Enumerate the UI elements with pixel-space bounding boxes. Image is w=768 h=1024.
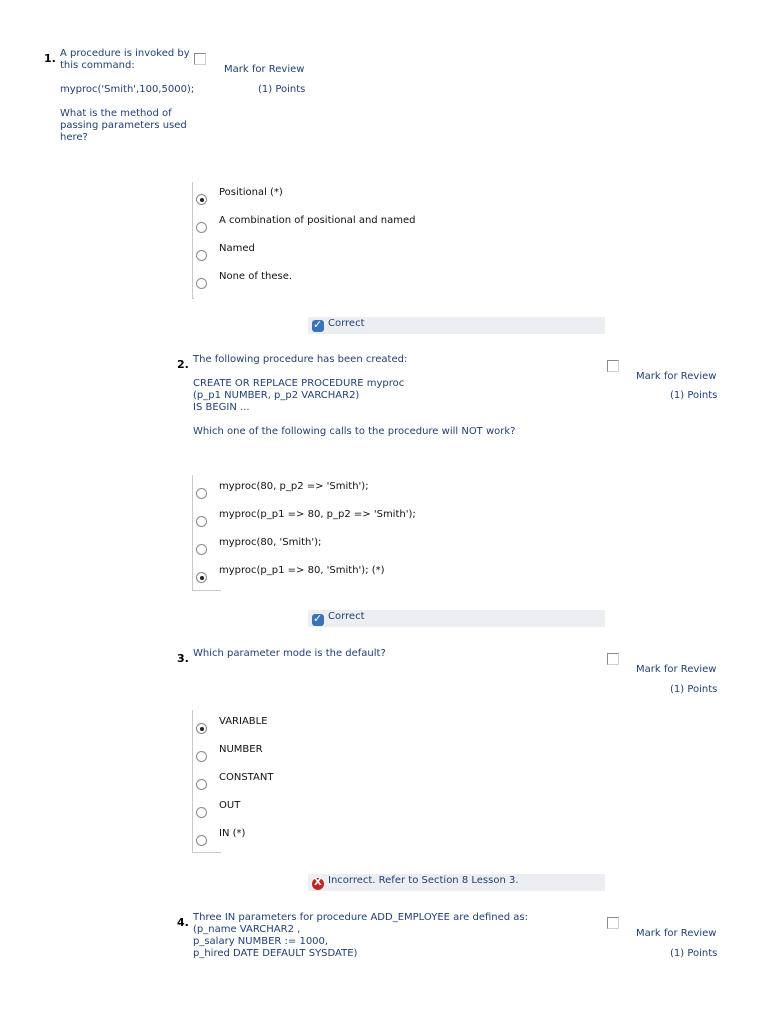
radio-button[interactable] (196, 723, 207, 734)
radio-button[interactable] (196, 194, 207, 205)
incorrect-x-icon (312, 878, 324, 890)
radio-button[interactable] (196, 488, 207, 499)
option-label: NUMBER (219, 744, 263, 755)
question-number: 3. (177, 652, 189, 665)
mark-for-review-label: Mark for Review (224, 64, 305, 75)
radio-button[interactable] (196, 572, 207, 583)
radio-button[interactable] (196, 278, 207, 289)
correct-check-icon (312, 614, 324, 626)
option-label: None of these. (219, 271, 293, 282)
result-status-text: Incorrect. Refer to Section 8 Lesson 3. (328, 875, 519, 886)
option-label: Positional (*) (219, 187, 283, 198)
result-status-text: Correct (328, 611, 365, 622)
mark-for-review-label: Mark for Review (636, 928, 717, 939)
correct-check-icon (312, 320, 324, 332)
mark-for-review-checkbox[interactable] (607, 360, 619, 372)
points-label: (1) Points (670, 390, 718, 401)
option-label: myproc(80, 'Smith'); (219, 537, 322, 548)
mark-for-review-label: Mark for Review (636, 664, 717, 675)
radio-button[interactable] (196, 835, 207, 846)
result-status-bar (308, 874, 605, 891)
radio-button[interactable] (196, 516, 207, 527)
radio-button[interactable] (196, 779, 207, 790)
question-number: 2. (177, 358, 189, 371)
radio-button[interactable] (196, 250, 207, 261)
option-label: CONSTANT (219, 772, 274, 783)
option-label: Named (219, 243, 255, 254)
result-status-bar (308, 610, 605, 627)
points-label: (1) Points (670, 684, 718, 695)
mark-for-review-label: Mark for Review (636, 371, 717, 382)
points-label: (1) Points (258, 84, 306, 95)
question-text: The following procedure has been created: CREATE OR REPLACE PROCEDURE myproc (p_p1 NUMBER, p_p2 VARCHAR2) IS BEGIN ... Which one of the following calls to the procedure will NOT work? (193, 354, 516, 437)
question-text: Three IN parameters for procedure ADD_EMPLOYEE are defined as: (p_name VARCHAR2 , p_salary NUMBER := 1000, p_hired DATE DEFAULT SYSDATE) (193, 912, 529, 959)
radio-button[interactable] (196, 751, 207, 762)
option-label: OUT (219, 800, 241, 811)
radio-button[interactable] (196, 544, 207, 555)
option-label: myproc(p_p1 => 80, 'Smith'); (*) (219, 565, 385, 576)
question-text: A procedure is invoked by this command: myproc('Smith',100,5000); What is the method of passing parameters used here? (60, 48, 195, 143)
answer-options (192, 182, 194, 299)
question-number: 1. (44, 52, 56, 65)
option-label: myproc(80, p_p2 => 'Smith'); (219, 481, 369, 492)
points-label: (1) Points (670, 948, 718, 959)
mark-for-review-checkbox[interactable] (607, 653, 619, 665)
radio-button[interactable] (196, 807, 207, 818)
radio-button[interactable] (196, 222, 207, 233)
question-number: 4. (177, 916, 189, 929)
option-label: IN (*) (219, 828, 246, 839)
result-status-bar (308, 317, 605, 334)
option-label: VARIABLE (219, 716, 268, 727)
question-text: Which parameter mode is the default? (193, 648, 386, 659)
option-label: myproc(p_p1 => 80, p_p2 => 'Smith'); (219, 509, 416, 520)
option-label: A combination of positional and named (219, 215, 416, 226)
mark-for-review-checkbox[interactable] (607, 917, 619, 929)
result-status-text: Correct (328, 318, 365, 329)
mark-for-review-checkbox[interactable] (194, 53, 206, 65)
